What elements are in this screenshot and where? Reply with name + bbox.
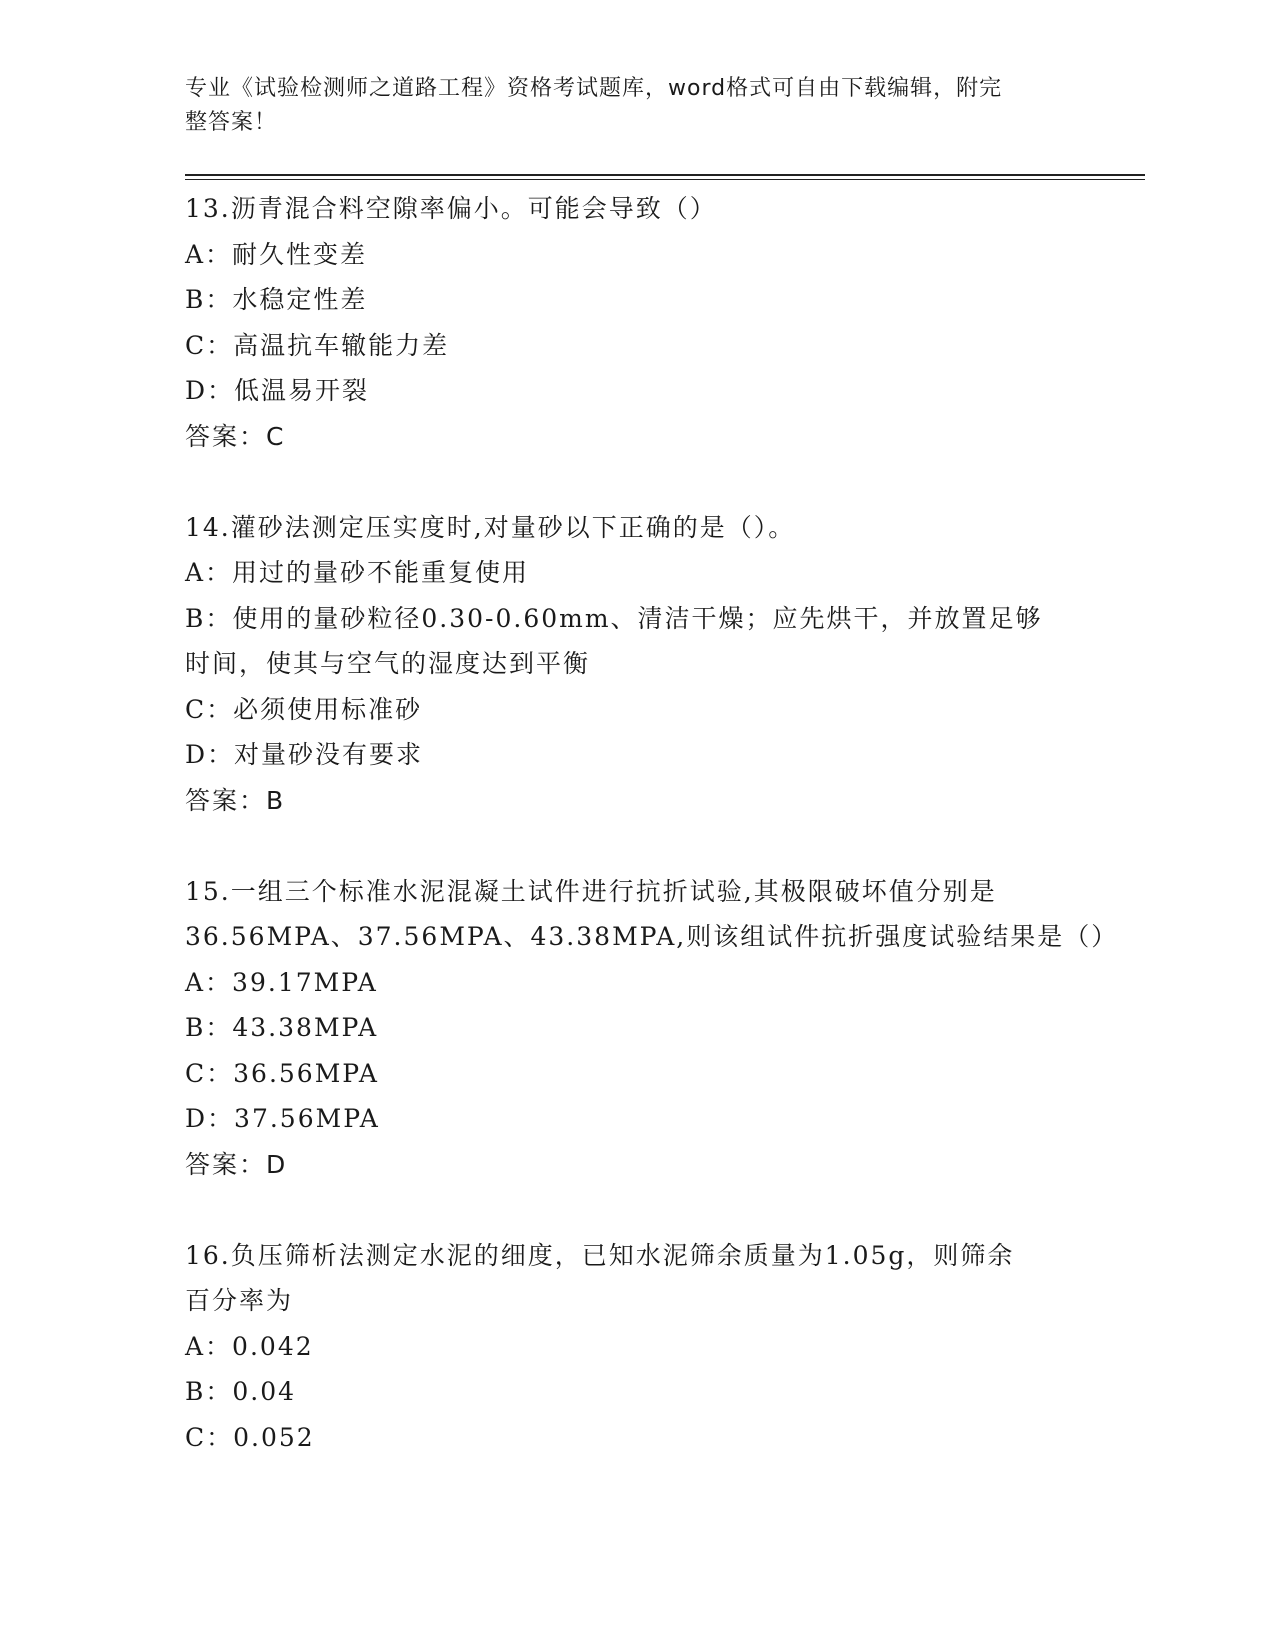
question-item [185, 869, 1119, 1188]
question-list [185, 186, 1119, 1460]
question-stem-continued: 36.56MPA、37.56MPA、43.38MPA,则该组试件抗折强度试验结果是（） [185, 922, 1119, 951]
option-a: A：用过的量砂不能重复使用 [185, 558, 530, 587]
answer-line: 答案：D [185, 1149, 288, 1179]
option-d: D：低温易开裂 [185, 376, 370, 405]
question-spacer [185, 459, 1065, 505]
answer-line: 答案：C [185, 421, 286, 451]
option-c: C：36.56MPA [185, 1058, 379, 1088]
option-d: D：对量砂没有要求 [185, 740, 424, 769]
header-divider [185, 174, 1145, 176]
question-stem: 14.灌砂法测定压实度时,对量砂以下正确的是（）。 [185, 512, 796, 542]
option-b-continued: 时间，使其与空气的湿度达到平衡 [185, 649, 591, 678]
question-stem: 15.一组三个标准水泥混凝土试件进行抗折试验,其极限破坏值分别是 [185, 876, 997, 906]
answer-line: 答案：B [185, 785, 286, 815]
option-a: A：耐久性变差 [185, 239, 368, 269]
question-stem: 16.负压筛析法测定水泥的细度，已知水泥筛余质量为1.05g，则筛余 [185, 1240, 1015, 1270]
option-c: C：高温抗车辙能力差 [185, 330, 450, 360]
question-item [185, 186, 1065, 459]
question-item [185, 1233, 1065, 1461]
option-b: B：43.38MPA [185, 1013, 379, 1042]
option-b: B：水稳定性差 [185, 285, 368, 314]
option-b: B：0.04 [185, 1377, 297, 1406]
question-item [185, 505, 1065, 824]
option-d: D：37.56MPA [185, 1104, 380, 1133]
option-b: B：使用的量砂粒径0.30-0.60mm、清洁干燥；应先烘干，并放置足够 [185, 603, 1043, 633]
header-line-2: 整答案！ [185, 110, 278, 135]
option-c: C：必须使用标准砂 [185, 694, 423, 724]
header-line-1: 专业《试验检测师之道路工程》资格考试题库，word格式可自由下载编辑，附完 [185, 76, 1003, 101]
option-a: A：0.042 [185, 1331, 314, 1361]
question-stem-continued: 百分率为 [185, 1286, 294, 1315]
question-spacer [185, 1187, 1065, 1233]
document-header [185, 72, 1065, 140]
question-stem: 13.沥青混合料空隙率偏小。可能会导致（） [185, 194, 717, 223]
option-c: C：0.052 [185, 1422, 315, 1452]
option-a: A：39.17MPA [185, 967, 378, 997]
question-spacer [185, 823, 1065, 869]
header-divider-thin [185, 179, 1145, 180]
